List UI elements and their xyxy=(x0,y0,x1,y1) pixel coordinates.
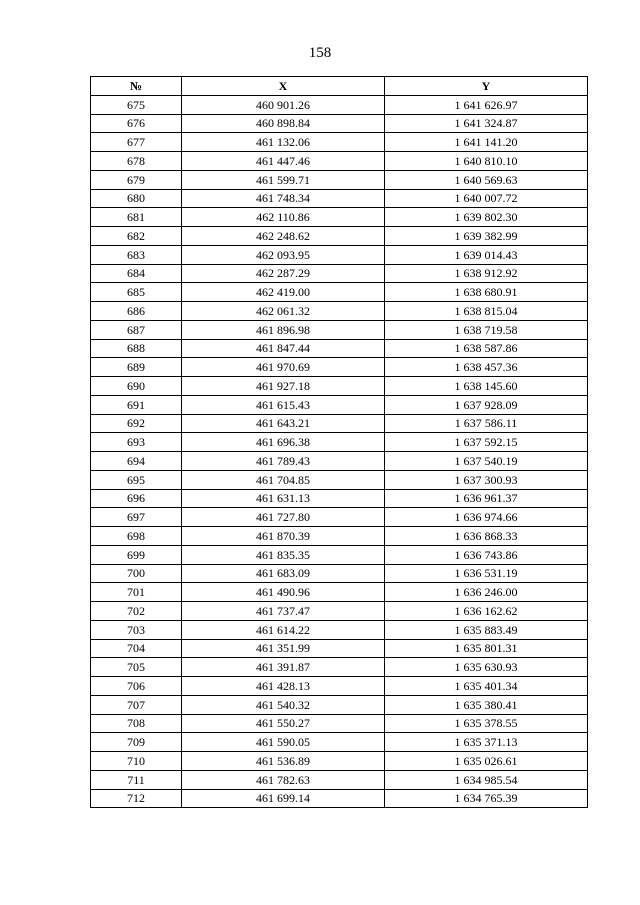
table-row xyxy=(91,733,588,752)
cell-y: 1 638 587.86 xyxy=(385,339,588,358)
cell-x: 461 351.99 xyxy=(182,639,385,658)
table-row xyxy=(91,320,588,339)
cell-x: 461 599.71 xyxy=(182,170,385,189)
cell-y: 1 635 371.13 xyxy=(385,733,588,752)
cell-number: 681 xyxy=(91,208,182,227)
table-row xyxy=(91,639,588,658)
cell-number: 702 xyxy=(91,602,182,621)
cell-x: 461 737.47 xyxy=(182,602,385,621)
cell-y: 1 639 382.99 xyxy=(385,227,588,246)
cell-x: 461 927.18 xyxy=(182,377,385,396)
cell-number: 711 xyxy=(91,770,182,789)
cell-x: 461 782.63 xyxy=(182,770,385,789)
table-row xyxy=(91,695,588,714)
cell-x: 461 550.27 xyxy=(182,714,385,733)
cell-y: 1 634 765.39 xyxy=(385,789,588,808)
cell-x: 461 447.46 xyxy=(182,152,385,171)
cell-number: 692 xyxy=(91,414,182,433)
cell-number: 706 xyxy=(91,677,182,696)
table-row xyxy=(91,489,588,508)
cell-number: 693 xyxy=(91,433,182,452)
cell-x: 462 248.62 xyxy=(182,227,385,246)
table-row xyxy=(91,395,588,414)
cell-x: 461 847.44 xyxy=(182,339,385,358)
cell-number: 690 xyxy=(91,377,182,396)
cell-y: 1 637 586.11 xyxy=(385,414,588,433)
cell-number: 684 xyxy=(91,264,182,283)
table-row xyxy=(91,377,588,396)
cell-x: 462 287.29 xyxy=(182,264,385,283)
header-x: X xyxy=(182,77,385,96)
table-row xyxy=(91,620,588,639)
cell-x: 462 419.00 xyxy=(182,283,385,302)
cell-x: 461 727.80 xyxy=(182,508,385,527)
table-row xyxy=(91,414,588,433)
table-row xyxy=(91,789,588,808)
cell-y: 1 637 300.93 xyxy=(385,470,588,489)
cell-number: 691 xyxy=(91,395,182,414)
cell-y: 1 635 026.61 xyxy=(385,752,588,771)
cell-y: 1 635 380.41 xyxy=(385,695,588,714)
table-header xyxy=(91,77,588,96)
cell-y: 1 636 974.66 xyxy=(385,508,588,527)
cell-y: 1 636 162.62 xyxy=(385,602,588,621)
table-row xyxy=(91,602,588,621)
header-row xyxy=(91,77,588,96)
table-row xyxy=(91,714,588,733)
cell-x: 461 391.87 xyxy=(182,658,385,677)
cell-number: 710 xyxy=(91,752,182,771)
table-row xyxy=(91,508,588,527)
table-row xyxy=(91,583,588,602)
cell-x: 462 110.86 xyxy=(182,208,385,227)
cell-y: 1 639 802.30 xyxy=(385,208,588,227)
cell-y: 1 635 801.31 xyxy=(385,639,588,658)
cell-x: 461 643.21 xyxy=(182,414,385,433)
table-row xyxy=(91,545,588,564)
cell-y: 1 641 141.20 xyxy=(385,133,588,152)
cell-y: 1 635 378.55 xyxy=(385,714,588,733)
cell-x: 461 870.39 xyxy=(182,527,385,546)
table-row xyxy=(91,95,588,114)
cell-y: 1 636 743.86 xyxy=(385,545,588,564)
cell-number: 694 xyxy=(91,452,182,471)
cell-x: 462 093.95 xyxy=(182,245,385,264)
cell-number: 697 xyxy=(91,508,182,527)
table-row xyxy=(91,245,588,264)
cell-y: 1 638 457.36 xyxy=(385,358,588,377)
cell-y: 1 636 246.00 xyxy=(385,583,588,602)
cell-y: 1 638 680.91 xyxy=(385,283,588,302)
table-row xyxy=(91,227,588,246)
cell-y: 1 636 868.33 xyxy=(385,527,588,546)
table-row xyxy=(91,677,588,696)
table-row xyxy=(91,752,588,771)
cell-number: 696 xyxy=(91,489,182,508)
cell-number: 679 xyxy=(91,170,182,189)
cell-number: 699 xyxy=(91,545,182,564)
cell-x: 461 704.85 xyxy=(182,470,385,489)
cell-number: 708 xyxy=(91,714,182,733)
cell-number: 685 xyxy=(91,283,182,302)
table-row xyxy=(91,170,588,189)
cell-number: 689 xyxy=(91,358,182,377)
cell-number: 680 xyxy=(91,189,182,208)
cell-number: 707 xyxy=(91,695,182,714)
table-row xyxy=(91,433,588,452)
cell-x: 461 683.09 xyxy=(182,564,385,583)
table-row xyxy=(91,452,588,471)
table-row xyxy=(91,208,588,227)
table-row xyxy=(91,189,588,208)
cell-x: 461 970.69 xyxy=(182,358,385,377)
cell-x: 461 614.22 xyxy=(182,620,385,639)
table-row xyxy=(91,302,588,321)
table-row xyxy=(91,564,588,583)
cell-y: 1 638 912.92 xyxy=(385,264,588,283)
cell-y: 1 638 145.60 xyxy=(385,377,588,396)
cell-y: 1 640 810.10 xyxy=(385,152,588,171)
table-row xyxy=(91,658,588,677)
cell-number: 686 xyxy=(91,302,182,321)
cell-y: 1 637 592.15 xyxy=(385,433,588,452)
table-row xyxy=(91,358,588,377)
cell-x: 461 835.35 xyxy=(182,545,385,564)
cell-number: 704 xyxy=(91,639,182,658)
cell-x: 461 536.89 xyxy=(182,752,385,771)
cell-x: 460 898.84 xyxy=(182,114,385,133)
cell-x: 461 590.05 xyxy=(182,733,385,752)
cell-x: 461 699.14 xyxy=(182,789,385,808)
cell-y: 1 635 883.49 xyxy=(385,620,588,639)
table-row xyxy=(91,339,588,358)
cell-number: 698 xyxy=(91,527,182,546)
cell-y: 1 637 928.09 xyxy=(385,395,588,414)
table-row xyxy=(91,770,588,789)
cell-number: 703 xyxy=(91,620,182,639)
cell-y: 1 641 626.97 xyxy=(385,95,588,114)
cell-number: 683 xyxy=(91,245,182,264)
cell-number: 705 xyxy=(91,658,182,677)
cell-y: 1 635 630.93 xyxy=(385,658,588,677)
header-number: № xyxy=(91,77,182,96)
cell-x: 461 789.43 xyxy=(182,452,385,471)
cell-x: 461 540.32 xyxy=(182,695,385,714)
cell-number: 682 xyxy=(91,227,182,246)
coordinates-table xyxy=(90,76,588,808)
cell-y: 1 636 961.37 xyxy=(385,489,588,508)
cell-y: 1 640 007.72 xyxy=(385,189,588,208)
header-y: Y xyxy=(385,77,588,96)
cell-x: 461 615.43 xyxy=(182,395,385,414)
cell-number: 677 xyxy=(91,133,182,152)
cell-x: 461 896.98 xyxy=(182,320,385,339)
table-row xyxy=(91,114,588,133)
cell-number: 678 xyxy=(91,152,182,171)
cell-x: 461 696.38 xyxy=(182,433,385,452)
cell-y: 1 640 569.63 xyxy=(385,170,588,189)
cell-number: 687 xyxy=(91,320,182,339)
cell-x: 460 901.26 xyxy=(182,95,385,114)
cell-x: 461 490.96 xyxy=(182,583,385,602)
cell-y: 1 636 531.19 xyxy=(385,564,588,583)
cell-number: 709 xyxy=(91,733,182,752)
cell-number: 688 xyxy=(91,339,182,358)
table-row xyxy=(91,152,588,171)
cell-y: 1 634 985.54 xyxy=(385,770,588,789)
cell-y: 1 635 401.34 xyxy=(385,677,588,696)
cell-y: 1 638 815.04 xyxy=(385,302,588,321)
cell-number: 712 xyxy=(91,789,182,808)
cell-number: 701 xyxy=(91,583,182,602)
table-row xyxy=(91,283,588,302)
cell-x: 461 428.13 xyxy=(182,677,385,696)
cell-number: 700 xyxy=(91,564,182,583)
cell-number: 695 xyxy=(91,470,182,489)
page-number: 158 xyxy=(308,45,332,61)
cell-x: 461 631.13 xyxy=(182,489,385,508)
table-body xyxy=(91,95,588,808)
table-row xyxy=(91,264,588,283)
table-row xyxy=(91,527,588,546)
cell-x: 461 132.06 xyxy=(182,133,385,152)
table-row xyxy=(91,470,588,489)
cell-number: 675 xyxy=(91,95,182,114)
cell-x: 462 061.32 xyxy=(182,302,385,321)
cell-y: 1 641 324.87 xyxy=(385,114,588,133)
cell-x: 461 748.34 xyxy=(182,189,385,208)
cell-number: 676 xyxy=(91,114,182,133)
cell-y: 1 639 014.43 xyxy=(385,245,588,264)
cell-y: 1 637 540.19 xyxy=(385,452,588,471)
table-row xyxy=(91,133,588,152)
cell-y: 1 638 719.58 xyxy=(385,320,588,339)
